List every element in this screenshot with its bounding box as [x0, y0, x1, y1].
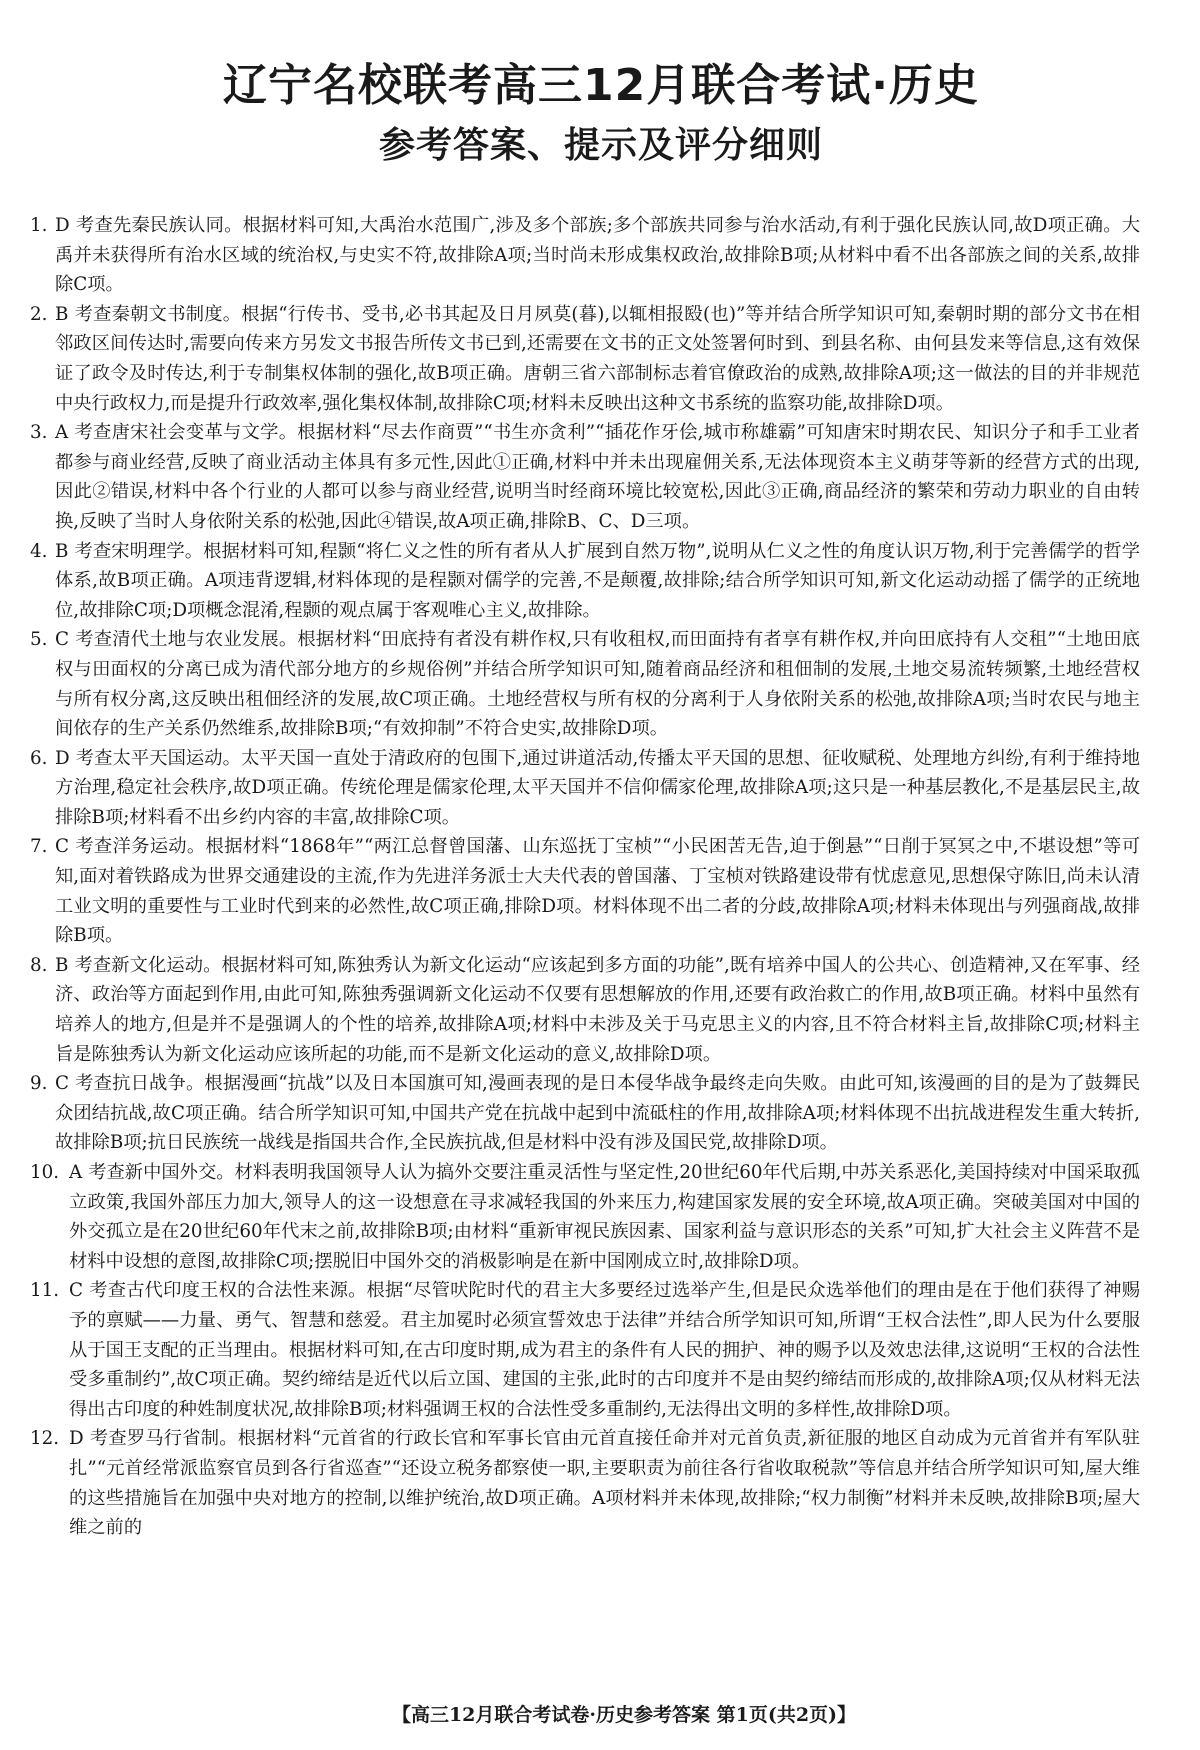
item-explanation: 考查先秦民族认同。根据材料可知,大禹治水范围广,涉及多个部族;多个部族共同参与治水活动,有利于强化民族认同,故D项正确。大禹并未获得所有治水区域的统治权,与史实不符,故排除A项;当时尚未形成集权政治,故排除B项;从材料中看不出各部族之间的关系,故排除C项。	[55, 215, 1140, 296]
item-answer: C	[55, 629, 69, 651]
answer-item-11	[30, 1276, 1140, 1424]
item-explanation: 考查抗日战争。根据漫画“抗战”以及日本国旗可知,漫画表现的是日本侵华战争最终走向失败。由此可知,该漫画的目的是为了鼓舞民众团结抗战,故C项正确。结合所学知识可知,中国共产党在抗战中起到中流砥柱的作用,故排除A项;材料体现不出抗战进程发生重大转折,故排除B项;抗日民族统一战线是指国共合作,全民族抗战,但是材料中没有涉及国民党,故排除D项。	[55, 1073, 1140, 1154]
item-number: 8.	[30, 954, 48, 976]
item-answer: B	[55, 303, 69, 325]
item-answer: C	[69, 1280, 83, 1302]
item-number: 4.	[30, 540, 48, 562]
item-answer: B	[55, 540, 69, 562]
item-answer: A	[55, 422, 69, 444]
answer-item-6	[30, 744, 1140, 833]
answer-item-5	[30, 625, 1140, 743]
answer-item-8	[30, 951, 1140, 1069]
item-explanation: 考查清代土地与农业发展。根据材料“田底持有者没有耕作权,只有收租权,而田面持有者享有耕作权,并向田底持有人交租”“土地田底权与田面权的分离已成为清代部分地方的乡规俗例”并结合所学知识可知,随着商品经济和租佃制的发展,土地交易流转频繁,土地经营权与所有权分离,这反映出租佃经济的发展,故C项正确。土地经营权与所有权的分离利于人身依附关系的松弛,故排除A项;当时农民与地主间依存的生产关系仍然维系,故排除B项;“有效抑制”不符合史实,故排除D项。	[55, 629, 1140, 740]
item-answer: D	[69, 1428, 84, 1450]
item-number: 11.	[30, 1280, 60, 1302]
page-title: 辽宁名校联考高三12月联合考试·历史	[223, 60, 979, 111]
page-footer: 【高三12月联合考试卷·历史参考答案 第1页(共2页)】	[391, 1704, 857, 1726]
item-explanation: 考查罗马行省制。根据材料“元首省的行政长官和军事长官由元首直接任命并对元首负责,新征服的地区自动成为元首省并有军队驻扎”“元首经常派监察官员到各行省巡查”“还设立税务都察使一职,主要职责为前往各行省收取税款”等信息并结合所学知识可知,屋大维的这些措施旨在加强中央对地方的控制,以维护统治,故D项正确。A项材料并未体现,故排除;“权力制衡”材料并未反映,故排除B项;屋大维之前的	[69, 1428, 1140, 1539]
answer-item-2	[30, 300, 1140, 418]
item-number: 2.	[30, 303, 48, 325]
item-explanation: 考查太平天国运动。太平天国一直处于清政府的包围下,通过讲道活动,传播太平天国的思想、征收赋税、处理地方纠纷,有利于维持地方治理,稳定社会秩序,故D项正确。传统伦理是儒家伦理,太平天国并不信仰儒家伦理,故排除A项;这只是一种基层教化,不是基层民主,故排除B项;材料看不出乡约内容的丰富,故排除C项。	[55, 747, 1140, 828]
answer-list	[30, 211, 1140, 1543]
item-answer: D	[55, 215, 70, 236]
item-number: 3.	[30, 422, 48, 444]
item-number: 6.	[30, 747, 48, 769]
answer-item-4	[30, 537, 1140, 626]
item-answer: C	[55, 1073, 69, 1095]
item-explanation: 考查新中国外交。材料表明我国领导人认为搞外交要注重灵活性与坚定性,20世纪60年代后期,中苏关系恶化,美国持续对中国采取孤立政策,我国外部压力加大,领导人的这一设想意在寻求减轻我国的外来压力,构建国家发展的安全环境,故A项正确。突破美国对中国的外交孤立是在20世纪60年代末之前,故排除B项;由材料“重新审视民族因素、国家利益与意识形态的关系”可知,扩大社会主义阵营不是材料中设想的意图,故排除C项;摆脱旧中国外交的消极影响是在新中国刚成立时,故排除D项。	[69, 1162, 1140, 1272]
item-explanation: 考查秦朝文书制度。根据“行传书、受书,必书其起及日月夙莫(暮),以辄相报殹(也)”等并结合所学知识可知,秦朝时期的部分文书在相邻政区间传达时,需要向传来方另发文书报告所传文书已到,还需要在文书的正文处签署何时到、到县名称、由何县发来等信息,这有效保证了政令及时传达,利于专制集权体制的强化,故B项正确。唐朝三省六部制标志着官僚政治的成熟,故排除A项;这一做法的目的并非规范中央行政权力,而是提升行政效率,强化集权体制,故排除C项;材料未反映出这种文书系统的监察功能,故排除D项。	[55, 303, 1140, 414]
item-explanation: 考查唐宋社会变革与文学。根据材料“尽去作商贾”“书生亦贪利”“插花作牙侩,城市称雄霸”可知唐宋时期农民、知识分子和手工业者都参与商业经营,反映了商业活动主体具有多元性,因此①正确,材料中并未出现雇佣关系,无法体现资本主义萌芽等新的经营方式的出现,因此②错误,材料中各个行业的人都可以参与商业经营,说明当时经商环境比较宽松,因此③正确,商品经济的繁荣和劳动力职业的自由转换,反映了当时人身依附关系的松弛,因此④错误,故A项正确,排除B、C、D三项。	[55, 422, 1140, 532]
answer-item-7	[30, 832, 1140, 950]
item-explanation: 考查洋务运动。根据材料“1868年”“两江总督曾国藩、山东巡抚丁宝桢”“小民困苦无告,迫于倒悬”“日削于冥冥之中,不堪设想”等可知,面对着铁路成为世界交通建设的主流,作为先进洋务派士大夫代表的曾国藩、丁宝桢对铁路建设带有忧虑意见,思想保守陈旧,尚未认清工业文明的重要性与工业时代到来的必然性,故C项正确,排除D项。材料体现不出二者的分歧,故排除A项;材料未体现出与列强商战,故排除B项。	[55, 836, 1140, 947]
item-number: 5.	[30, 629, 48, 651]
answer-item-3	[30, 418, 1140, 536]
answer-item-9	[30, 1069, 1140, 1158]
item-answer: C	[55, 836, 69, 858]
answer-item-12	[30, 1424, 1140, 1542]
item-number: 12.	[30, 1428, 60, 1450]
item-explanation: 考查新文化运动。根据材料可知,陈独秀认为新文化运动“应该起到多方面的功能”,既有培养中国人的公共心、创造精神,又在军事、经济、政治等方面起到作用,由此可知,陈独秀强调新文化运动不仅要有思想解放的作用,还要有政治救亡的作用,故B项正确。材料中虽然有培养人的地方,但是并不是强调人的个性的培养,故排除A项;材料中未涉及关于马克思主义的内容,且不符合材料主旨,故排除C项;材料主旨是陈独秀认为新文化运动应该所起的功能,而不是新文化运动的意义,故排除D项。	[55, 954, 1140, 1065]
page-subtitle: 参考答案、提示及评分细则	[378, 125, 823, 166]
item-answer: B	[55, 954, 69, 976]
item-number: 9.	[30, 1073, 48, 1095]
item-answer: D	[55, 747, 70, 769]
item-number: 7.	[30, 836, 48, 858]
item-explanation: 考查古代印度王权的合法性来源。根据“尽管吠陀时代的君主大多要经过选举产生,但是民众选举他们的理由是在于他们获得了神赐予的禀赋——力量、勇气、智慧和慈爱。君主加冕时必须宣誓效忠于法律”并结合所学知识可知,所谓“王权合法性”,即人民为什么要服从于国王支配的正当理由。根据材料可知,在古印度时期,成为君主的条件有人民的拥护、神的赐予以及效忠法律,这说明“王权的合法性受多重制约”,故C项正确。契约缔结是近代以后立国、建国的主张,此时的古印度并不是由契约缔结而形成的,故排除A项;仅从材料无法得出古印度的种姓制度状况,故排除B项;材料强调王权的合法性受多重制约,无法得出文明的多样性,故排除D项。	[69, 1280, 1140, 1420]
item-number: 10.	[30, 1162, 60, 1183]
item-explanation: 考查宋明理学。根据材料可知,程颢“将仁义之性的所有者从人扩展到自然万物”,说明从仁义之性的角度认识万物,利于完善儒学的哲学体系,故B项正确。A项违背逻辑,材料体现的是程颢对儒学的完善,不是颠覆,故排除;结合所学知识可知,新文化运动动摇了儒学的正统地位,故排除C项;D项概念混淆,程颢的观点属于客观唯心主义,故排除。	[55, 540, 1140, 621]
item-number: 1.	[30, 215, 48, 236]
answer-item-10	[30, 1158, 1140, 1276]
item-answer: A	[69, 1162, 83, 1183]
answer-item-1	[30, 211, 1140, 300]
